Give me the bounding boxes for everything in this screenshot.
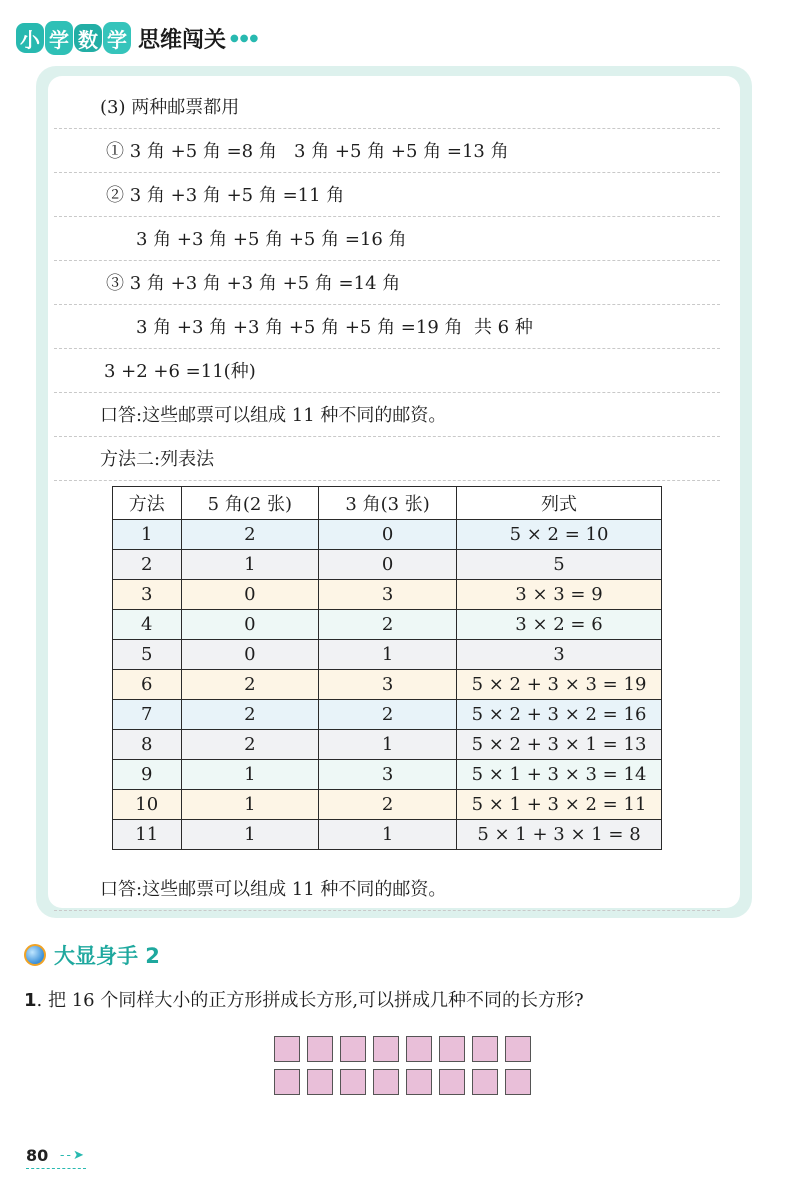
solution-line bbox=[54, 216, 720, 261]
table-cell: 0 bbox=[181, 580, 319, 610]
solution-line-text: ③ 3 角 +3 角 +3 角 +5 角 =14 角 bbox=[106, 273, 401, 294]
square-tile bbox=[505, 1036, 531, 1062]
section-title-text: 大显身手 2 bbox=[54, 944, 160, 968]
solution-line-text: (3) 两种邮票都用 bbox=[100, 97, 240, 118]
table-header-cell: 列式 bbox=[457, 487, 662, 520]
table-cell: 3 × 3 = 9 bbox=[457, 580, 662, 610]
table-cell: 11 bbox=[113, 820, 182, 850]
table-cell: 5 × 2 + 3 × 2 = 16 bbox=[457, 700, 662, 730]
page-number: 80 bbox=[26, 1146, 49, 1165]
table-cell: 1 bbox=[319, 640, 457, 670]
table-cell: 2 bbox=[319, 610, 457, 640]
table-cell: 8 bbox=[113, 730, 182, 760]
table-cell: 0 bbox=[181, 640, 319, 670]
solution-line-text: 方法二:列表法 bbox=[100, 449, 215, 470]
question-number: 1 bbox=[24, 990, 37, 1011]
table-row bbox=[113, 670, 662, 700]
table-cell: 3 bbox=[319, 580, 457, 610]
table-row bbox=[113, 730, 662, 760]
square-tile bbox=[472, 1069, 498, 1095]
square-tile bbox=[340, 1069, 366, 1095]
table-cell: 5 bbox=[113, 640, 182, 670]
table-cell: 3 bbox=[319, 760, 457, 790]
square-tile bbox=[274, 1036, 300, 1062]
table-cell: 2 bbox=[181, 730, 319, 760]
solution-line-text: 3 角 +3 角 +3 角 +5 角 +5 角 =19 角 共 6 种 bbox=[136, 317, 533, 338]
header-dots-decoration: ●●● bbox=[230, 32, 260, 44]
solution-line bbox=[54, 304, 720, 349]
answer-text: 口答:这些邮票可以组成 11 种不同的邮资。 bbox=[100, 879, 447, 900]
table-cell: 2 bbox=[181, 520, 319, 550]
table-cell: 5 × 1 + 3 × 2 = 11 bbox=[457, 790, 662, 820]
table-cell: 1 bbox=[181, 790, 319, 820]
table-cell: 2 bbox=[113, 550, 182, 580]
question-1 bbox=[24, 986, 584, 1012]
square-tile bbox=[307, 1069, 333, 1095]
table-cell: 3 bbox=[457, 640, 662, 670]
header-char: 学 bbox=[45, 21, 73, 55]
solution-line bbox=[54, 392, 720, 437]
header-char: 学 bbox=[103, 22, 131, 54]
table-cell: 7 bbox=[113, 700, 182, 730]
solution-line-text: 3 角 +3 角 +5 角 +5 角 =16 角 bbox=[136, 229, 407, 250]
solution-line bbox=[54, 348, 720, 393]
table-cell: 5 × 2 = 10 bbox=[457, 520, 662, 550]
square-tile bbox=[505, 1069, 531, 1095]
solution-line-text: ① 3 角 +5 角 =8 角 3 角 +5 角 +5 角 =13 角 bbox=[106, 141, 509, 162]
table-row bbox=[113, 700, 662, 730]
table-cell: 4 bbox=[113, 610, 182, 640]
table-row bbox=[113, 640, 662, 670]
table-cell: 2 bbox=[319, 700, 457, 730]
table-cell: 3 bbox=[113, 580, 182, 610]
page-underline bbox=[26, 1168, 86, 1169]
table-cell: 5 × 2 + 3 × 3 = 19 bbox=[457, 670, 662, 700]
square-tile bbox=[406, 1069, 432, 1095]
table-cell: 1 bbox=[319, 820, 457, 850]
method-table bbox=[112, 486, 662, 850]
square-tile bbox=[340, 1036, 366, 1062]
table-cell: 0 bbox=[319, 520, 457, 550]
solution-line-text: 口答:这些邮票可以组成 11 种不同的邮资。 bbox=[100, 405, 447, 426]
square-tile bbox=[307, 1036, 333, 1062]
table-cell: 3 × 2 = 6 bbox=[457, 610, 662, 640]
table-header-cell: 3 角(3 张) bbox=[319, 487, 457, 520]
table-row bbox=[113, 520, 662, 550]
table-cell: 5 × 1 + 3 × 1 = 8 bbox=[457, 820, 662, 850]
page-header bbox=[16, 16, 259, 60]
solution-line-text: ② 3 角 +3 角 +5 角 =11 角 bbox=[106, 185, 345, 206]
solution-line bbox=[54, 172, 720, 217]
globe-icon bbox=[24, 944, 46, 966]
table-cell: 10 bbox=[113, 790, 182, 820]
table-cell: 3 bbox=[319, 670, 457, 700]
table-cell: 2 bbox=[181, 700, 319, 730]
answer-line bbox=[54, 866, 720, 911]
table-cell: 2 bbox=[181, 670, 319, 700]
table-cell: 1 bbox=[181, 820, 319, 850]
solution-line bbox=[54, 260, 720, 305]
section-title bbox=[24, 940, 160, 970]
table-cell: 0 bbox=[319, 550, 457, 580]
table-header-cell: 5 角(2 张) bbox=[181, 487, 319, 520]
table-row bbox=[113, 610, 662, 640]
header-title: 思维闯关 bbox=[138, 27, 227, 53]
table-cell: 1 bbox=[319, 730, 457, 760]
solution-line bbox=[54, 84, 720, 129]
question-text: . 把 16 个同样大小的正方形拼成长方形,可以拼成几种不同的长方形? bbox=[36, 990, 584, 1011]
table-cell: 1 bbox=[181, 760, 319, 790]
table-cell: 9 bbox=[113, 760, 182, 790]
square-tile bbox=[439, 1036, 465, 1062]
table-cell: 1 bbox=[113, 520, 182, 550]
square-tile bbox=[274, 1069, 300, 1095]
table-row bbox=[113, 580, 662, 610]
table-cell: 0 bbox=[181, 610, 319, 640]
header-char: 小 bbox=[16, 23, 44, 53]
table-header-row bbox=[113, 487, 662, 520]
table-row bbox=[113, 790, 662, 820]
table-row bbox=[113, 820, 662, 850]
square-tile bbox=[406, 1036, 432, 1062]
table-row bbox=[113, 760, 662, 790]
square-tile bbox=[373, 1036, 399, 1062]
table-cell: 1 bbox=[181, 550, 319, 580]
square-tile bbox=[373, 1069, 399, 1095]
page-arrow-icon: - - ➤ bbox=[60, 1148, 83, 1163]
solution-line bbox=[54, 128, 720, 173]
square-tile bbox=[472, 1036, 498, 1062]
header-char: 数 bbox=[74, 24, 102, 52]
table-cell: 6 bbox=[113, 670, 182, 700]
square-tile bbox=[439, 1069, 465, 1095]
table-cell: 2 bbox=[319, 790, 457, 820]
square-grid bbox=[274, 1036, 531, 1095]
solution-line bbox=[54, 436, 720, 481]
solution-line-text: 3 +2 +6 =11(种) bbox=[104, 361, 256, 382]
table-cell: 5 × 1 + 3 × 3 = 14 bbox=[457, 760, 662, 790]
table-cell: 5 × 2 + 3 × 1 = 13 bbox=[457, 730, 662, 760]
table-cell: 5 bbox=[457, 550, 662, 580]
table-header-cell: 方法 bbox=[113, 487, 182, 520]
table-row bbox=[113, 550, 662, 580]
